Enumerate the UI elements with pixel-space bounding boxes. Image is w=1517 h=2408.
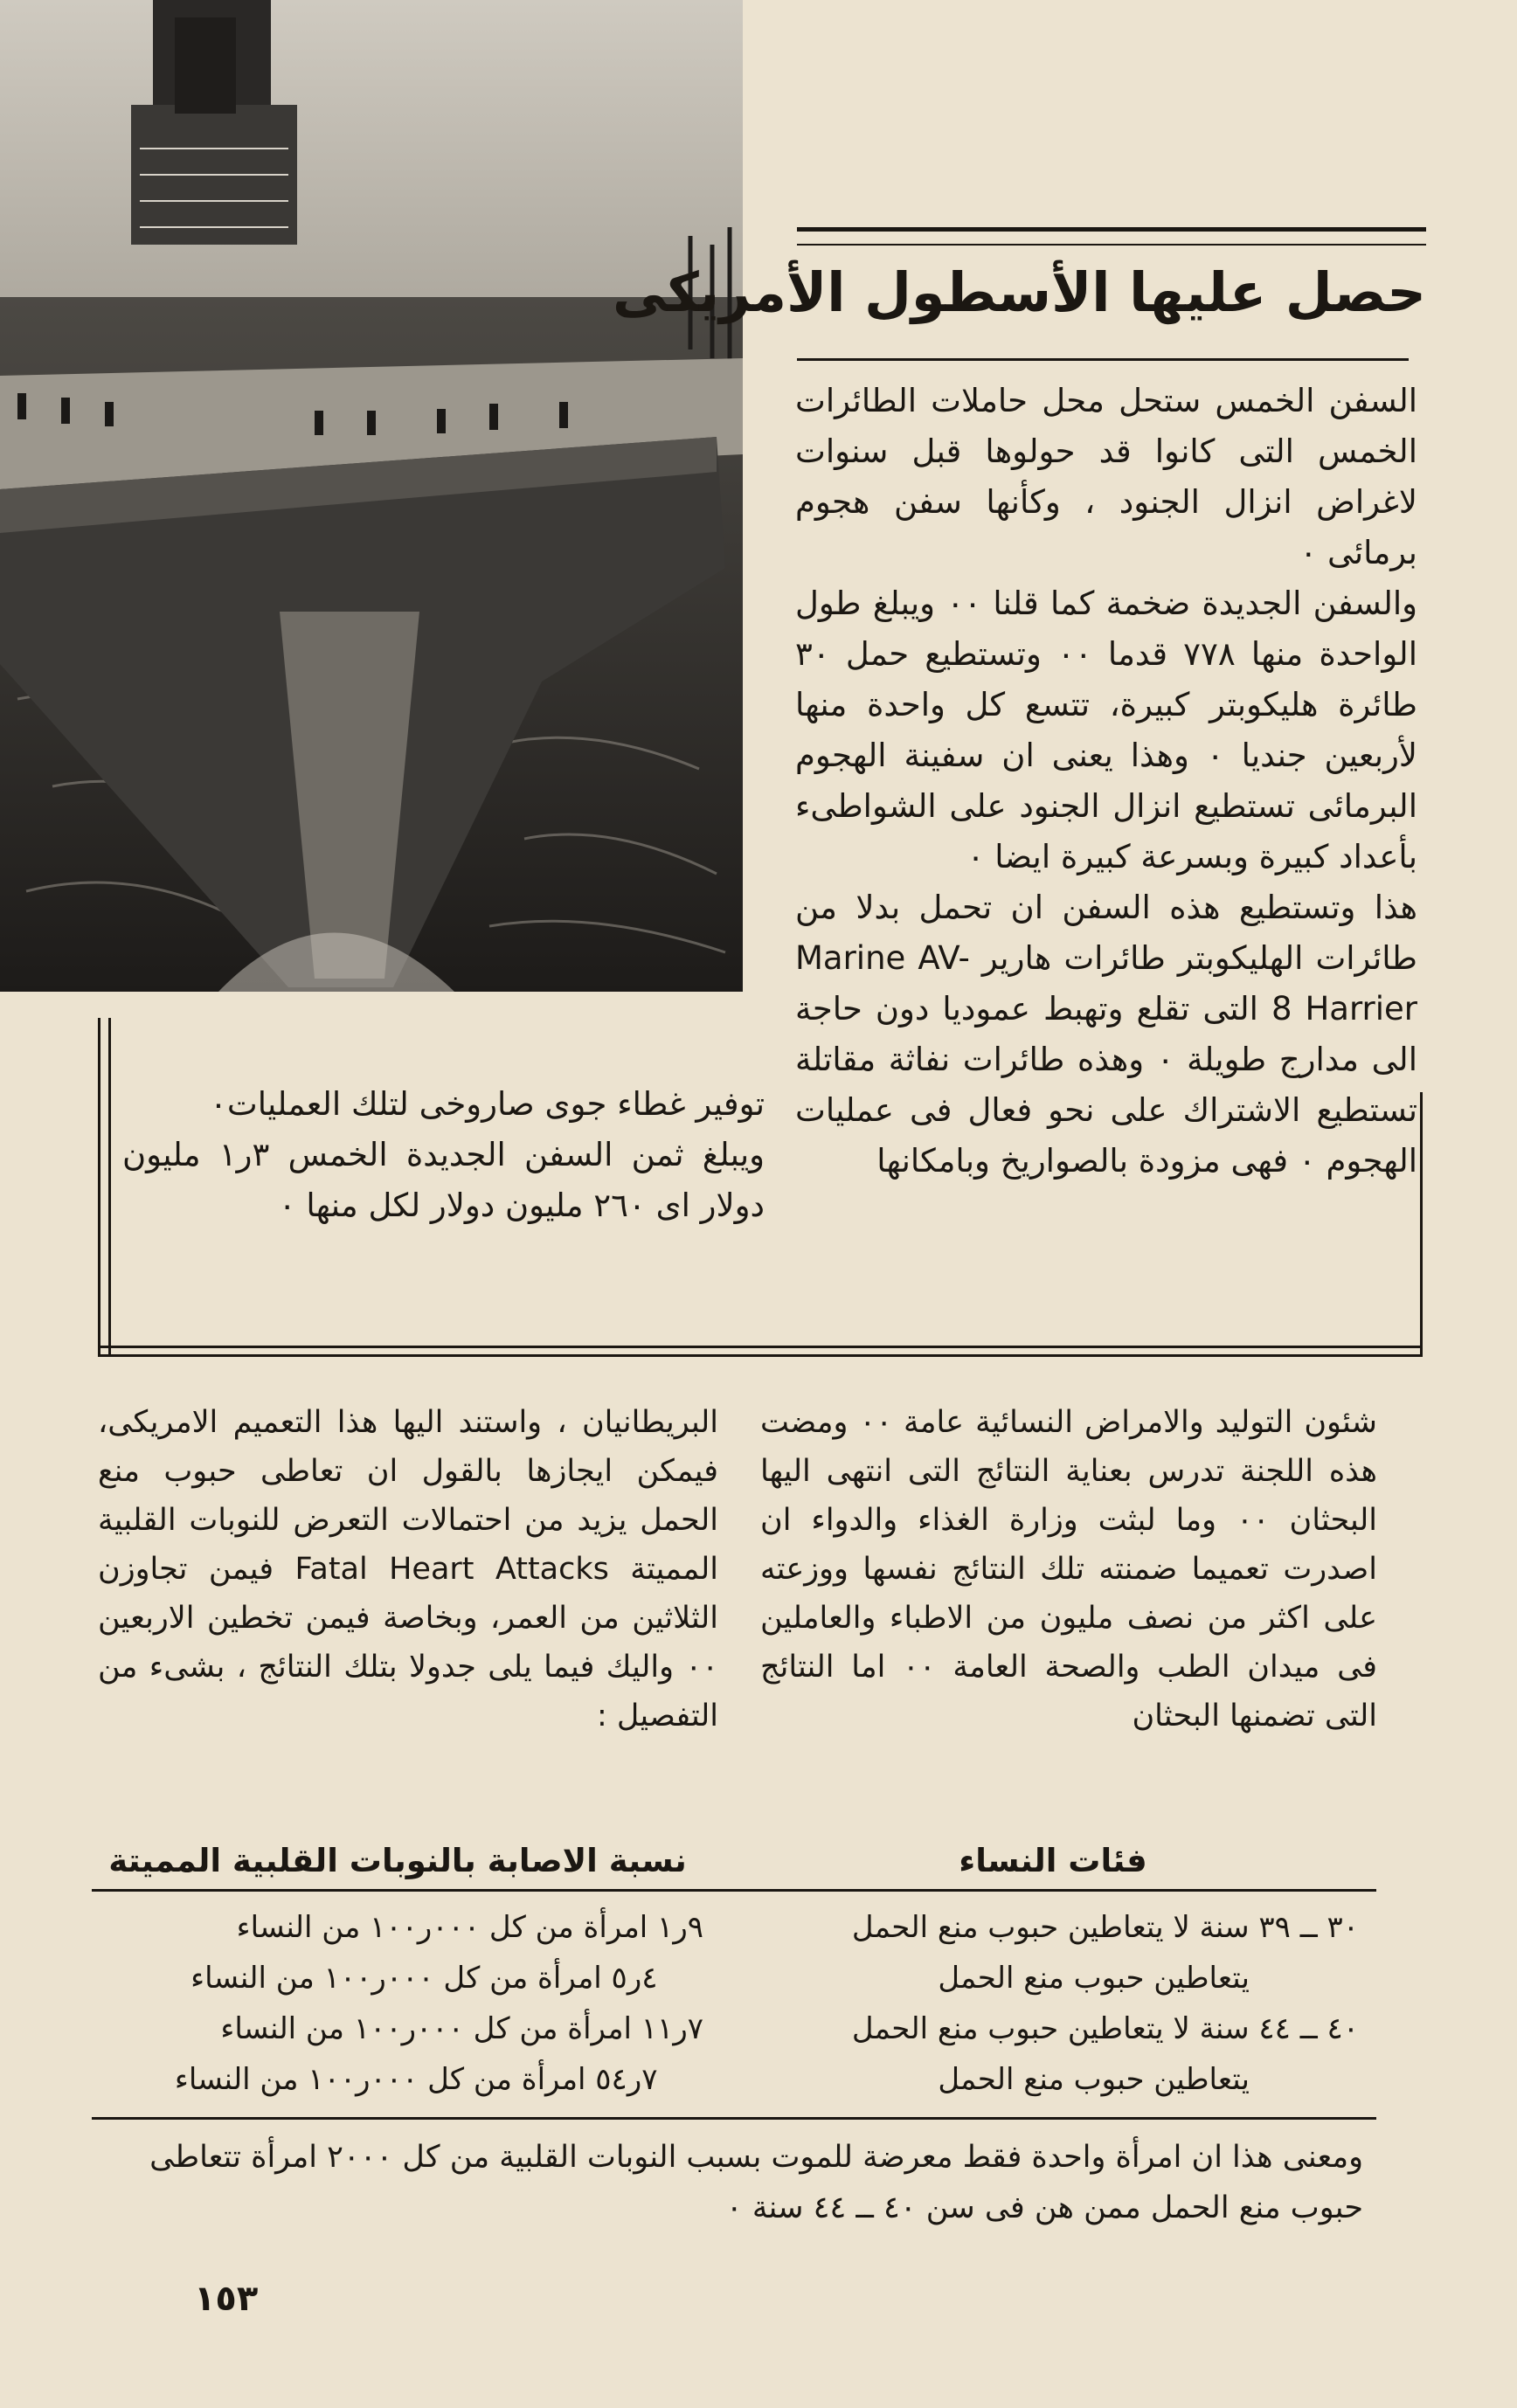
note-text: ومعنى هذا ان امرأة واحدة فقط معرضة للموت بسبب النوبات القلبية من كل ٢٠٠٠ امرأة تتعاطى حبوب منع الحمل ممن هن فى سن ٤٠ ــ ٤٤ سنة ٠ (149, 2140, 1363, 2225)
aircraft-carrier-image (0, 0, 743, 992)
article2-right-column (760, 1398, 1377, 1740)
article-heading: حصل عليها الأسطول الأمريكى (613, 260, 1426, 324)
row-rate: ٩ر١ امرأة من كل ٠٠٠ر١٠٠ من النساء (236, 1910, 703, 1945)
table-row (92, 1953, 1376, 2003)
row-category: يتعاطين حبوب منع الحمل (938, 1961, 1250, 1996)
ship-photo (0, 0, 743, 992)
heading-top-rule (797, 227, 1426, 246)
frame-bottom-line-2 (98, 1354, 1423, 1357)
frame-left-line (98, 1018, 100, 1354)
page-number: ١٥٣ (194, 2279, 259, 2319)
frame-bottom-line (98, 1346, 1423, 1348)
table-bottom-rule (92, 2117, 1376, 2120)
table-row (92, 1902, 1376, 1953)
paragraph: شئون التوليد والامراض النسائية عامة ٠٠ ومضت هذه اللجنة تدرس بعناية النتائج التى انتهى اليها البحثان ٠٠ وما لبثت وزارة الغذاء والدواء ان اصدرت تعميما ضمنته تلك النتائج نفسها ووزعته على اكثر من نصف مليون من الاطباء والعاملين فى ميدان الطب والصحة العامة ٠٠ اما النتائج التى تضمنها البحثان (760, 1405, 1378, 1733)
paragraph: السفن الخمس ستحل محل حاملات الطائرات الخمس التى كانوا قد حولوها قبل سنوات لاغراض انزال الجنود ، وكأنها سفن هجوم برمائى ٠ (795, 382, 1417, 571)
table-header-rule (92, 1889, 1376, 1892)
row-rate: ٧ر٥٤ امرأة من كل ٠٠٠ر١٠٠ من النساء (174, 2062, 658, 2097)
paragraph: توفير غطاء جوى صاروخى لتلك العمليات٠ (210, 1085, 765, 1123)
row-rate: ٧ر١١ امرأة من كل ٠٠٠ر١٠٠ من النساء (220, 2011, 703, 2046)
row-category: يتعاطين حبوب منع الحمل (938, 2062, 1250, 2097)
article1-left-column (122, 1079, 765, 1231)
paragraph: البريطانيان ، واستند اليها هذا التعميم الامريكى، فيمكن ايجازها بالقول ان تعاطى حبوب منع الحمل يزيد من احتمالات التعرض للنوبات القلبية المميتة Fatal Heart Attacks فيمن تجاوزن الثلاثين من العمر، وبخاصة فيمن تخطين الاربعين ٠٠ واليك فيما يلى جدولا بتلك النتائج ، بشىء من التفصيل : (98, 1405, 718, 1733)
table-row (92, 2003, 1376, 2054)
heading-underline (797, 358, 1409, 361)
header-rate: نسبة الاصابة بالنوبات القلبية المميتة (108, 1841, 687, 1879)
row-category: ٤٠ ــ ٤٤ سنة لا يتعاطين حبوب منع الحمل (851, 2011, 1359, 2046)
article1-right-column (795, 376, 1417, 1187)
table-note (122, 2132, 1363, 2233)
paragraph: هذا وتستطيع هذه السفن ان تحمل بدلا من طائرات الهليكوبتر طائرات هارير Marine AV-8 Harrier التى تقلع وتهبط عموديا دون حاجة الى مدارج طويلة ٠ وهذه طائرات نفاثة مقاتلة تستطيع الاشتراك على نحو فعال فى عمليات الهجوم ٠ فهى مزودة بالصواريخ وبامكانها (795, 889, 1418, 1180)
paragraph: ويبلغ ثمن السفن الجديدة الخمس ٣ر١ مليون دولار اى ٢٦٠ مليون دولار لكل منها ٠ (122, 1136, 765, 1224)
paragraph: والسفن الجديدة ضخمة كما قلنا ٠٠ ويبلغ طول الواحدة منها ٧٧٨ قدما ٠٠ وتستطيع حمل ٣٠ طائرة هليكوبتر كبيرة، تتسع كل واحدة منها لأربعين جنديا ٠ وهذا يعنى ان سفينة الهجوم البرمائى تستطيع انزال الجنود على الشواطىء بأعداد كبيرة وبسرعة كبيرة ايضا ٠ (795, 585, 1418, 875)
frame-right-line (1420, 1092, 1423, 1354)
table-header (92, 1833, 1376, 1887)
frame-left-line-inner (108, 1018, 111, 1354)
header-categories: فئات النساء (959, 1841, 1147, 1879)
row-category: ٣٠ ــ ٣٩ سنة لا يتعاطين حبوب منع الحمل (851, 1910, 1359, 1945)
row-rate: ٤ر٥ امرأة من كل ٠٠٠ر١٠٠ من النساء (190, 1961, 658, 1996)
article2-left-column (98, 1398, 718, 1740)
heart-attack-table (92, 1833, 1376, 2120)
table-row (92, 2054, 1376, 2105)
